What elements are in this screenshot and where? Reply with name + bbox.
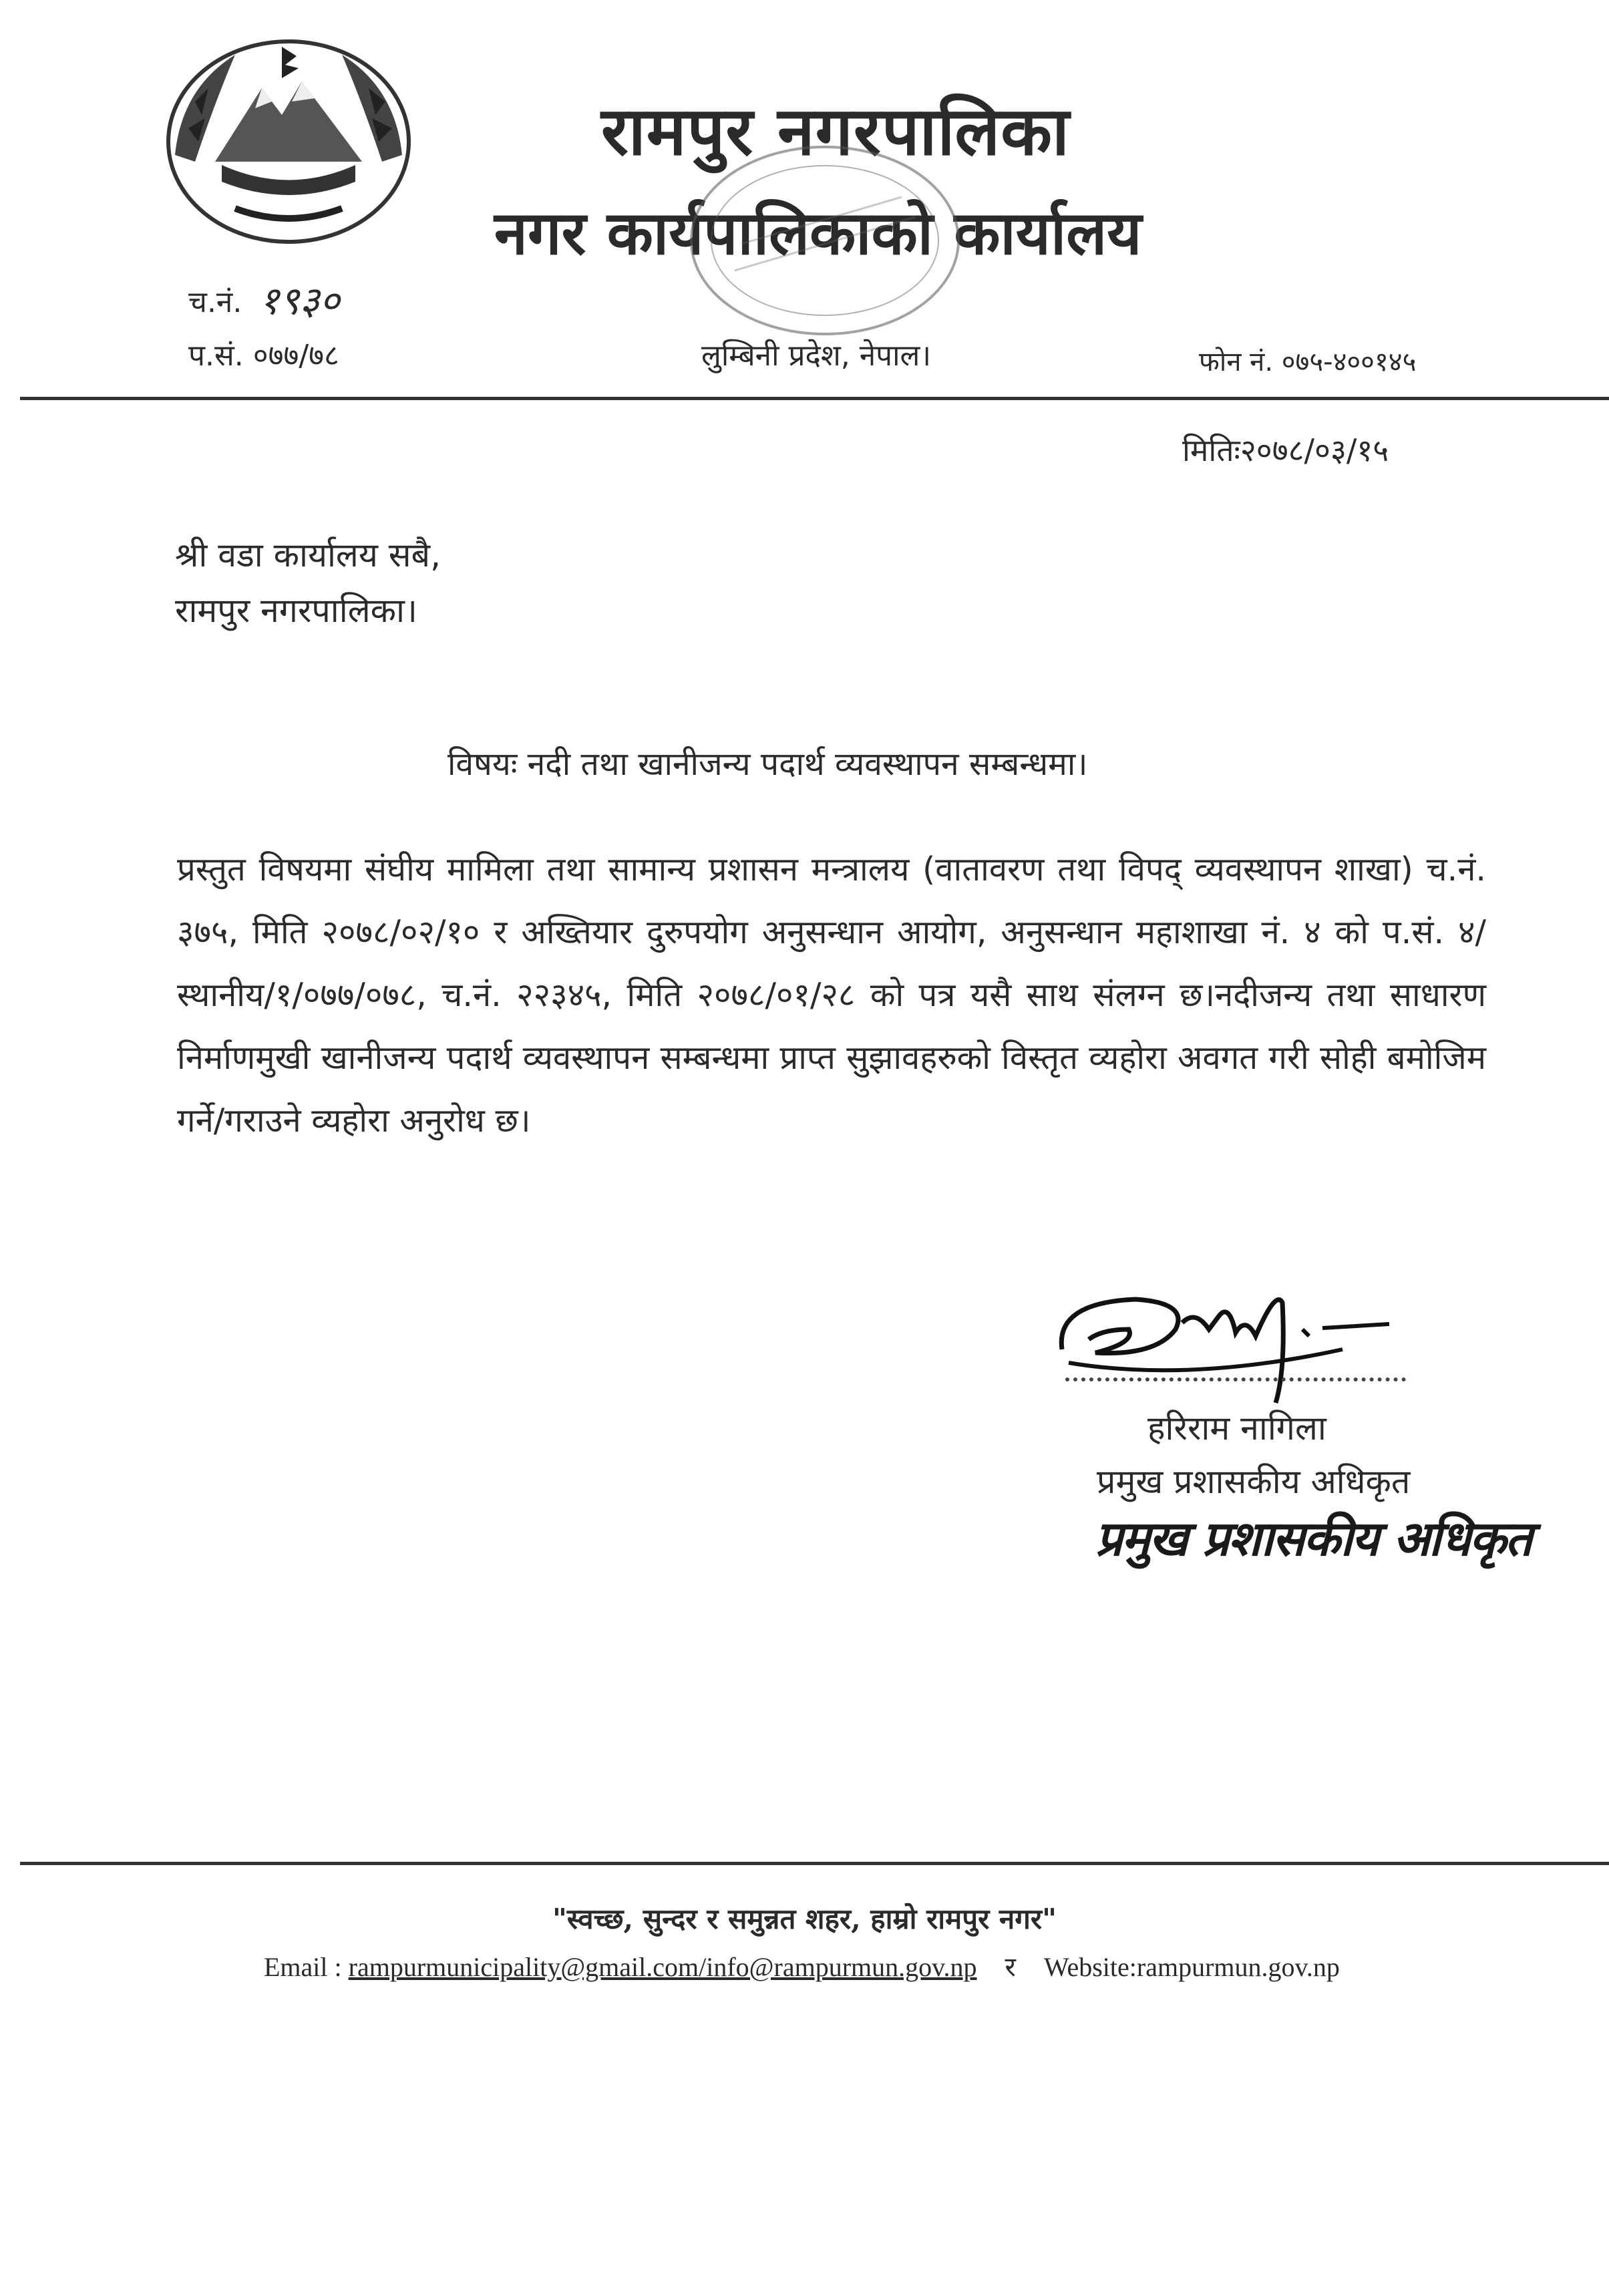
office-name-line1: रामपुर नगरपालिका (601, 92, 1070, 170)
email-link[interactable]: rampurmunicipality@gmail.com/info@rampurmun.gov.np (348, 1952, 977, 1982)
office-seal-icon (681, 137, 968, 344)
signature-line (1065, 1377, 1406, 1381)
fiscal-year: प.सं. ०७७/७८ (188, 339, 339, 373)
letter-subject: विषयः नदी तथा खानीजन्य पदार्थ व्यवस्थापन सम्बन्धमा। (448, 746, 1088, 783)
signatory-designation: प्रमुख प्रशासकीय अधिकृत (1097, 1462, 1411, 1501)
addressee-line1: श्री वडा कार्यालय सबै, (175, 536, 441, 575)
letter-body: प्रस्तुत विषयमा संघीय मामिला तथा सामान्य प्रशासन मन्त्रालय (वातावरण तथा विपद् व्यवस्थापन शाखा) च.नं. ३७५, मिति २०७८/०२/१० र अख्तियार दुरुपयोग अनुसन्धान आयोग, अनुसन्धान महाशाखा नं. ४ को प.सं. ४/स्थानीय/१/०७७/०७८, च.नं. २२३४५, मिति २०७८/०१/२८ को पत्र यसै साथ संलग्न छ।नदीजन्य तथा साधारण निर्माणमुखी खानीजन्य पदार्थ व्यवस्थापन सम्बन्धमा प्राप्त सुझावहरुको विस्तृत व्यहोरा अवगत गरी सोही बमोजिम गर्ने/गराउने व्यहोरा अनुरोध छ। (177, 850, 1486, 1140)
office-location: लुम्बिनी प्रदेश, नेपाल। (701, 339, 932, 373)
website-link[interactable]: Website:rampurmun.gov.np (1043, 1952, 1340, 1982)
contact-separator: र (1005, 1952, 1016, 1983)
nepal-government-emblem-icon (155, 28, 422, 249)
signatory-name: हरिराम नागिला (1147, 1409, 1326, 1448)
letter-date: मितिः२०७८/०३/१५ (1182, 432, 1389, 468)
header-divider (20, 397, 1609, 400)
designation-stamp: प्रमुख प्रशासकीय अधिकृत (1095, 1510, 1532, 1567)
reference-number-value: १९३० (259, 278, 340, 323)
footer-slogan: "स्वच्छ, सुन्दर र समुन्नत शहर, हाम्रो रामपुर नगर" (552, 1903, 1057, 1935)
phone-number: फोन नं. ०७५-४००१४५ (1199, 347, 1417, 377)
footer-contact (264, 1947, 1340, 1984)
office-name-line2: नगर कार्यपालिकाको कार्यालय (494, 198, 1142, 269)
signature-icon (1055, 1276, 1403, 1410)
addressee-line2: रामपुर नगरपालिका। (175, 591, 417, 630)
reference-number-label: च.नं. (188, 285, 242, 319)
email-label: Email : (264, 1952, 342, 1982)
footer-divider (20, 1862, 1609, 1865)
